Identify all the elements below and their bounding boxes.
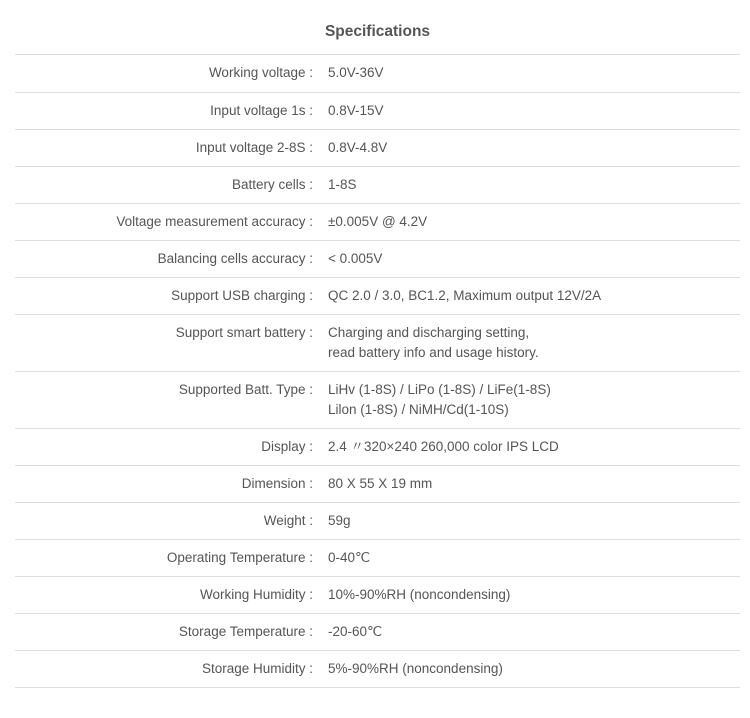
spec-value-line: 2.4 〃320×240 260,000 color IPS LCD	[328, 438, 559, 454]
spec-label: Working Humidity :	[15, 576, 328, 613]
spec-value-line: 80 X 55 X 19 mm	[328, 475, 433, 491]
spec-row	[15, 203, 740, 240]
spec-value-line: 5.0V-36V	[328, 65, 384, 80]
spec-row	[15, 650, 740, 687]
spec-value	[328, 166, 740, 203]
spec-label: Display :	[15, 428, 328, 465]
spec-label: Input voltage 2-8S :	[15, 129, 328, 166]
spec-row	[15, 428, 740, 465]
spec-value	[328, 277, 740, 314]
spec-value-line: ±0.005V @ 4.2V	[328, 213, 428, 229]
spec-value-line: QC 2.0 / 3.0, BC1.2, Maximum output 12V/2A	[328, 287, 602, 303]
spec-row	[15, 314, 740, 371]
spec-row	[15, 539, 740, 576]
spec-row	[15, 129, 740, 166]
section-title: Specifications	[15, 0, 740, 55]
spec-row	[15, 465, 740, 502]
spec-label: Storage Humidity :	[15, 650, 328, 687]
spec-value-line: 10%-90%RH (noncondensing)	[328, 586, 511, 602]
spec-label: Weight :	[15, 502, 328, 539]
spec-row	[15, 166, 740, 203]
spec-label: Storage Temperature :	[15, 613, 328, 650]
spec-value-line: -20-60℃	[328, 623, 383, 639]
spec-row	[15, 371, 740, 428]
spec-label: Support USB charging :	[15, 277, 328, 314]
spec-value	[328, 539, 740, 576]
spec-label: Working voltage :	[15, 55, 328, 92]
spec-value	[328, 428, 740, 465]
spec-value-line: Lilon (1-8S) / NiMH/Cd(1-10S)	[328, 401, 509, 417]
spec-label: Input voltage 1s :	[15, 92, 328, 129]
spec-value	[328, 203, 740, 240]
spec-value	[328, 576, 740, 613]
spec-value	[328, 650, 740, 687]
spec-value-line: 0.8V-15V	[328, 102, 384, 118]
spec-value-line: 0.8V-4.8V	[328, 139, 388, 155]
spec-value	[328, 314, 740, 371]
spec-value	[328, 55, 740, 92]
spec-row	[15, 277, 740, 314]
spec-value-line: Charging and discharging setting,	[328, 324, 530, 340]
spec-value	[328, 613, 740, 650]
specifications-table	[15, 55, 740, 688]
spec-value-line: read battery info and usage history.	[328, 344, 539, 360]
spec-label: Dimension :	[15, 465, 328, 502]
spec-row	[15, 92, 740, 129]
spec-value-line: LiHv (1-8S) / LiPo (1-8S) / LiFe(1-8S)	[328, 381, 551, 397]
spec-value	[328, 240, 740, 277]
spec-value-line: 59g	[328, 512, 351, 528]
spec-label: Support smart battery :	[15, 314, 328, 371]
spec-value	[328, 371, 740, 428]
spec-label: Supported Batt. Type :	[15, 371, 328, 428]
spec-value-line: < 0.005V	[328, 250, 383, 266]
spec-value-line: 0-40℃	[328, 549, 371, 565]
spec-value-line: 5%-90%RH (noncondensing)	[328, 660, 503, 676]
spec-label: Operating Temperature :	[15, 539, 328, 576]
spec-row	[15, 613, 740, 650]
spec-row	[15, 240, 740, 277]
spec-value	[328, 92, 740, 129]
specifications-section	[15, 0, 740, 688]
spec-row	[15, 576, 740, 613]
spec-label: Balancing cells accuracy :	[15, 240, 328, 277]
spec-value-line: 1-8S	[328, 176, 357, 192]
spec-value	[328, 465, 740, 502]
spec-label: Voltage measurement accuracy :	[15, 203, 328, 240]
spec-value	[328, 502, 740, 539]
spec-label: Battery cells :	[15, 166, 328, 203]
spec-value	[328, 129, 740, 166]
spec-row	[15, 55, 740, 92]
spec-row	[15, 502, 740, 539]
